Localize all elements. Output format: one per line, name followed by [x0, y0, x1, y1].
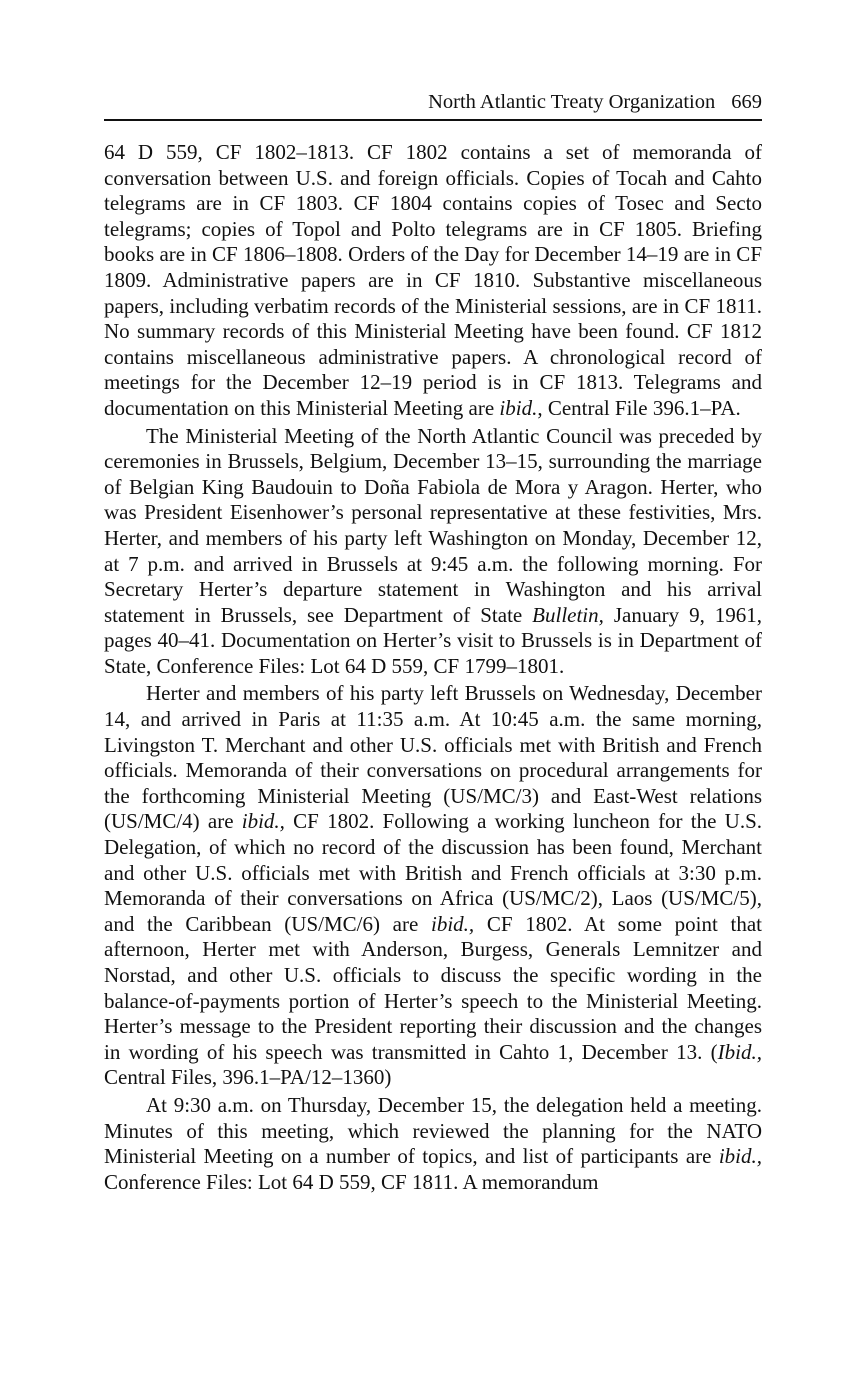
italic-run: ibid., [430, 911, 475, 936]
paragraph-1 [104, 140, 762, 422]
running-header [104, 88, 762, 121]
text-run: Central Files, 396.1–PA/12–1360) [104, 1065, 392, 1090]
text-run: January 9, 1961, pages 40–41. Documentation on Herter’s visit to Brussels is in Department of State, Conference Files: Lot 64 D 559, CF 1799–1801. [104, 602, 762, 678]
paragraph-3 [104, 681, 762, 1091]
text-run: CF 1802. Following a working luncheon for the U.S. Delegation, of which no record of the discussion has been found, Merchant and other U.S. officials met with British and French officials at 3:30 p.m. Memoranda of their conversations on Africa (US/MC/2), Laos (US/MC/5), and the Caribbean (US/MC/6) are [104, 809, 762, 936]
paragraph-4 [104, 1093, 762, 1195]
text-run: Herter and members of his party left Brussels on Wednesday, December 14, and arrived in Paris at 11:35 a.m. At 10:45 a.m. the same morning, Livingston T. Merchant and other U.S. officials met with British and French officials. Memoranda of their conversations on procedural arrangements for the forthcoming Ministerial Meeting (US/MC/3) and East-West relations (US/MC/4) are [104, 681, 762, 834]
text-run: 64 D 559, CF 1802–1813. CF 1802 contains a set of memoranda of conversation between U.S. and foreign officials. Copies of Tocah and Cahto telegrams are in CF 1803. CF 1804 contains copies of Tosec and Secto telegrams; copies of Topol and Polto telegrams are in CF 1805. Briefing books are in CF 1806–1808. Orders of the Day for December 14–19 are in CF 1809. Administrative papers are in CF 1810. Substantive miscellaneous papers, including verbatim records of the Ministerial sessions, are in CF 1811. No summary records of this Ministerial Meeting have been found. CF 1812 contains miscellaneous administrative papers. A chronological record of meetings for the December 12–19 period is in CF 1813. Telegrams and documentation on this Ministerial Meeting are [104, 140, 762, 420]
page-number: 669 [731, 91, 762, 113]
italic-run: ibid. [499, 395, 538, 420]
italic-run: Ibid., [717, 1039, 762, 1064]
italic-run: ibid., [718, 1144, 762, 1169]
text-run: CF 1802. At some point that afternoon, Herter met with Anderson, Burgess, Generals Lemnitzer and Norstad, and other U.S. officials to discuss the specific wording in the balance-of-payments portion of Herter’s speech to the Ministerial Meeting. Herter’s message to the President reporting their discussion and the changes in wording of his speech was transmitted in Cahto 1, December 13. ( [104, 911, 762, 1064]
text-run: The Ministerial Meeting of the North Atlantic Council was preceded by ceremonies in Brussels, Belgium, December 13–15, surrounding the marriage of Belgian King Baudouin to Doña Fabiola de Mora y Aragon. Herter, who was President Eisenhower’s personal representative at these festivities, Mrs. Herter, and members of his party left Washington on Monday, December 12, at 7 p.m. and arrived in Brussels at 9:45 a.m. the following morning. For Secretary Herter’s departure statement in Washington and his arrival statement in Brussels, see Department of State [104, 423, 762, 627]
italic-run: ibid., [241, 809, 285, 834]
text-run: , Central File 396.1–PA. [537, 395, 741, 420]
document-page [104, 88, 762, 1195]
running-title: North Atlantic Treaty Organization [428, 91, 716, 113]
text-run: Conference Files: Lot 64 D 559, CF 1811. A memorandum [104, 1169, 599, 1194]
text-run: At 9:30 a.m. on Thursday, December 15, the delegation held a meeting. Minutes of this meeting, which reviewed the planning for the NATO Ministerial Meeting on a number of topics, and list of participants are [104, 1092, 762, 1169]
paragraph-2 [104, 424, 762, 680]
body-text [104, 140, 762, 1195]
italic-run: Bulletin, [532, 602, 604, 627]
